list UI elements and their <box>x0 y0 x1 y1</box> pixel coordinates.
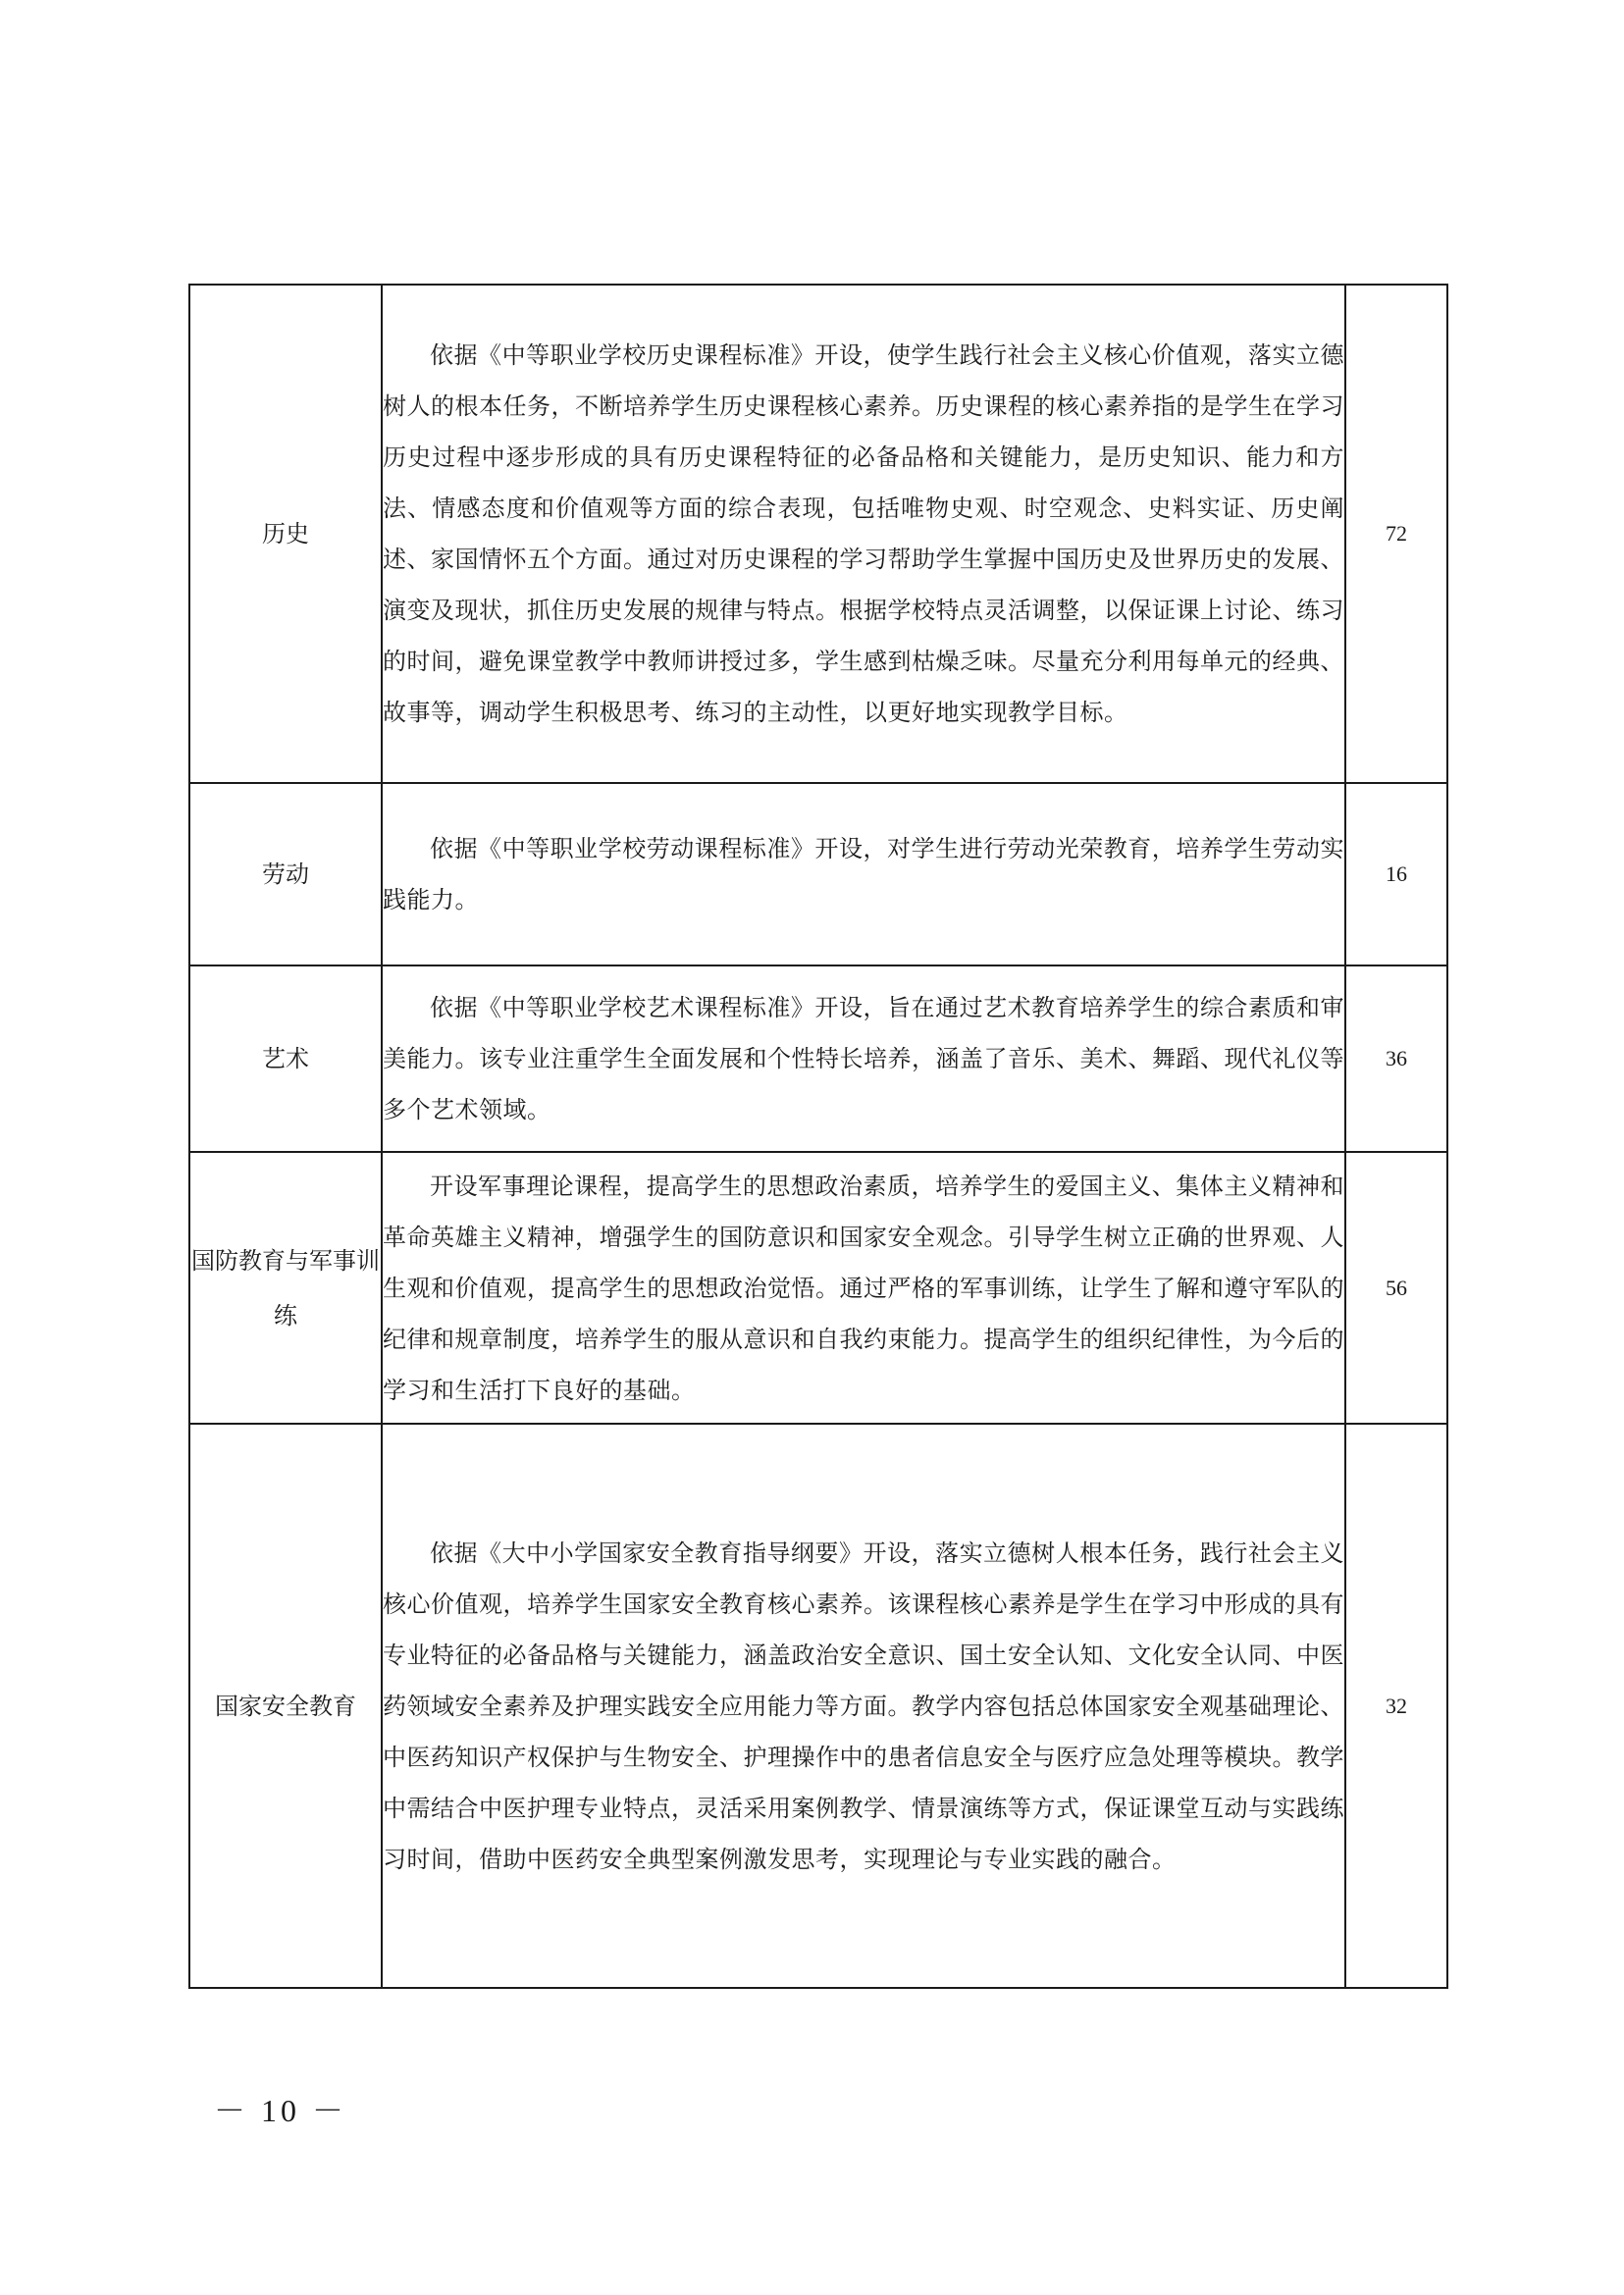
course-hours: 36 <box>1386 1046 1407 1070</box>
course-name-cell <box>189 285 382 783</box>
course-name-cell <box>189 1424 382 1988</box>
course-hours: 16 <box>1386 861 1407 886</box>
course-name-cell <box>189 965 382 1152</box>
table-row <box>189 965 1447 1152</box>
course-hours-cell <box>1345 1424 1447 1988</box>
course-name: 历史 <box>262 520 309 548</box>
course-name: 艺术 <box>262 1045 309 1072</box>
course-description: 依据《中等职业学校艺术课程标准》开设，旨在通过艺术教育培养学生的综合素质和审美能力。该专业注重学生全面发展和个性特长培养，涵盖了音乐、美术、舞蹈、现代礼仪等多个艺术领域。 <box>383 994 1344 1123</box>
curriculum-table <box>188 284 1448 1989</box>
course-hours: 32 <box>1386 1693 1407 1718</box>
course-name: 国家安全教育 <box>215 1692 356 1720</box>
course-description-cell <box>382 783 1345 965</box>
course-description-cell <box>382 285 1345 783</box>
table-row <box>189 1424 1447 1988</box>
course-description-cell <box>382 965 1345 1152</box>
course-description: 依据《中等职业学校劳动课程标准》开设，对学生进行劳动光荣教育，培养学生劳动实践能力。 <box>383 835 1344 913</box>
course-name-cell <box>189 783 382 965</box>
course-hours-cell <box>1345 965 1447 1152</box>
course-description: 依据《中等职业学校历史课程标准》开设，使学生践行社会主义核心价值观，落实立德树人的根本任务，不断培养学生历史课程核心素养。历史课程的核心素养指的是学生在学习历史过程中逐步形成的具有历史课程特征的必备品格和关键能力，是历史知识、能力和方法、情感态度和价值观等方面的综合表现，包括唯物史观、时空观念、史料实证、历史阐述、家国情怀五个方面。通过对历史课程的学习帮助学生掌握中国历史及世界历史的发展、演变及现状，抓住历史发展的规律与特点。根据学校特点灵活调整，以保证课上讨论、练习的时间，避免课堂教学中教师讲授过多，学生感到枯燥乏味。尽量充分利用每单元的经典、故事等，调动学生积极思考、练习的主动性，以更好地实现教学目标。 <box>383 341 1344 726</box>
table-row <box>189 285 1447 783</box>
course-hours-cell <box>1345 783 1447 965</box>
table-row <box>189 1152 1447 1424</box>
table-row <box>189 783 1447 965</box>
course-name-cell <box>189 1152 382 1424</box>
course-name: 劳动 <box>262 861 309 888</box>
course-hours: 56 <box>1386 1275 1407 1300</box>
course-description-cell <box>382 1424 1345 1988</box>
course-description-cell <box>382 1152 1345 1424</box>
page-number: － 10 － <box>214 2093 348 2128</box>
course-description: 依据《大中小学国家安全教育指导纲要》开设，落实立德树人根本任务，践行社会主义核心价值观，培养学生国家安全教育核心素养。该课程核心素养是学生在学习中形成的具有专业特征的必备品格与关键能力，涵盖政治安全意识、国土安全认知、文化安全认同、中医药领域安全素养及护理实践安全应用能力等方面。教学内容包括总体国家安全观基础理论、中医药知识产权保护与生物安全、护理操作中的患者信息安全与医疗应急处理等模块。教学中需结合中医护理专业特点，灵活采用案例教学、情景演练等方式，保证课堂互动与实践练习时间，借助中医药安全典型案例激发思考，实现理论与专业实践的融合。 <box>383 1539 1344 1873</box>
course-hours-cell <box>1345 1152 1447 1424</box>
course-name: 国防教育与军事训练 <box>191 1246 380 1330</box>
course-description: 开设军事理论课程，提高学生的思想政治素质，培养学生的爱国主义、集体主义精神和革命英雄主义精神，增强学生的国防意识和国家安全观念。引导学生树立正确的世界观、人生观和价值观，提高学生的思想政治觉悟。通过严格的军事训练，让学生了解和遵守军队的纪律和规章制度，培养学生的服从意识和自我约束能力。提高学生的组织纪律性，为今后的学习和生活打下良好的基础。 <box>383 1172 1344 1404</box>
course-hours-cell <box>1345 285 1447 783</box>
course-hours: 72 <box>1386 521 1407 546</box>
